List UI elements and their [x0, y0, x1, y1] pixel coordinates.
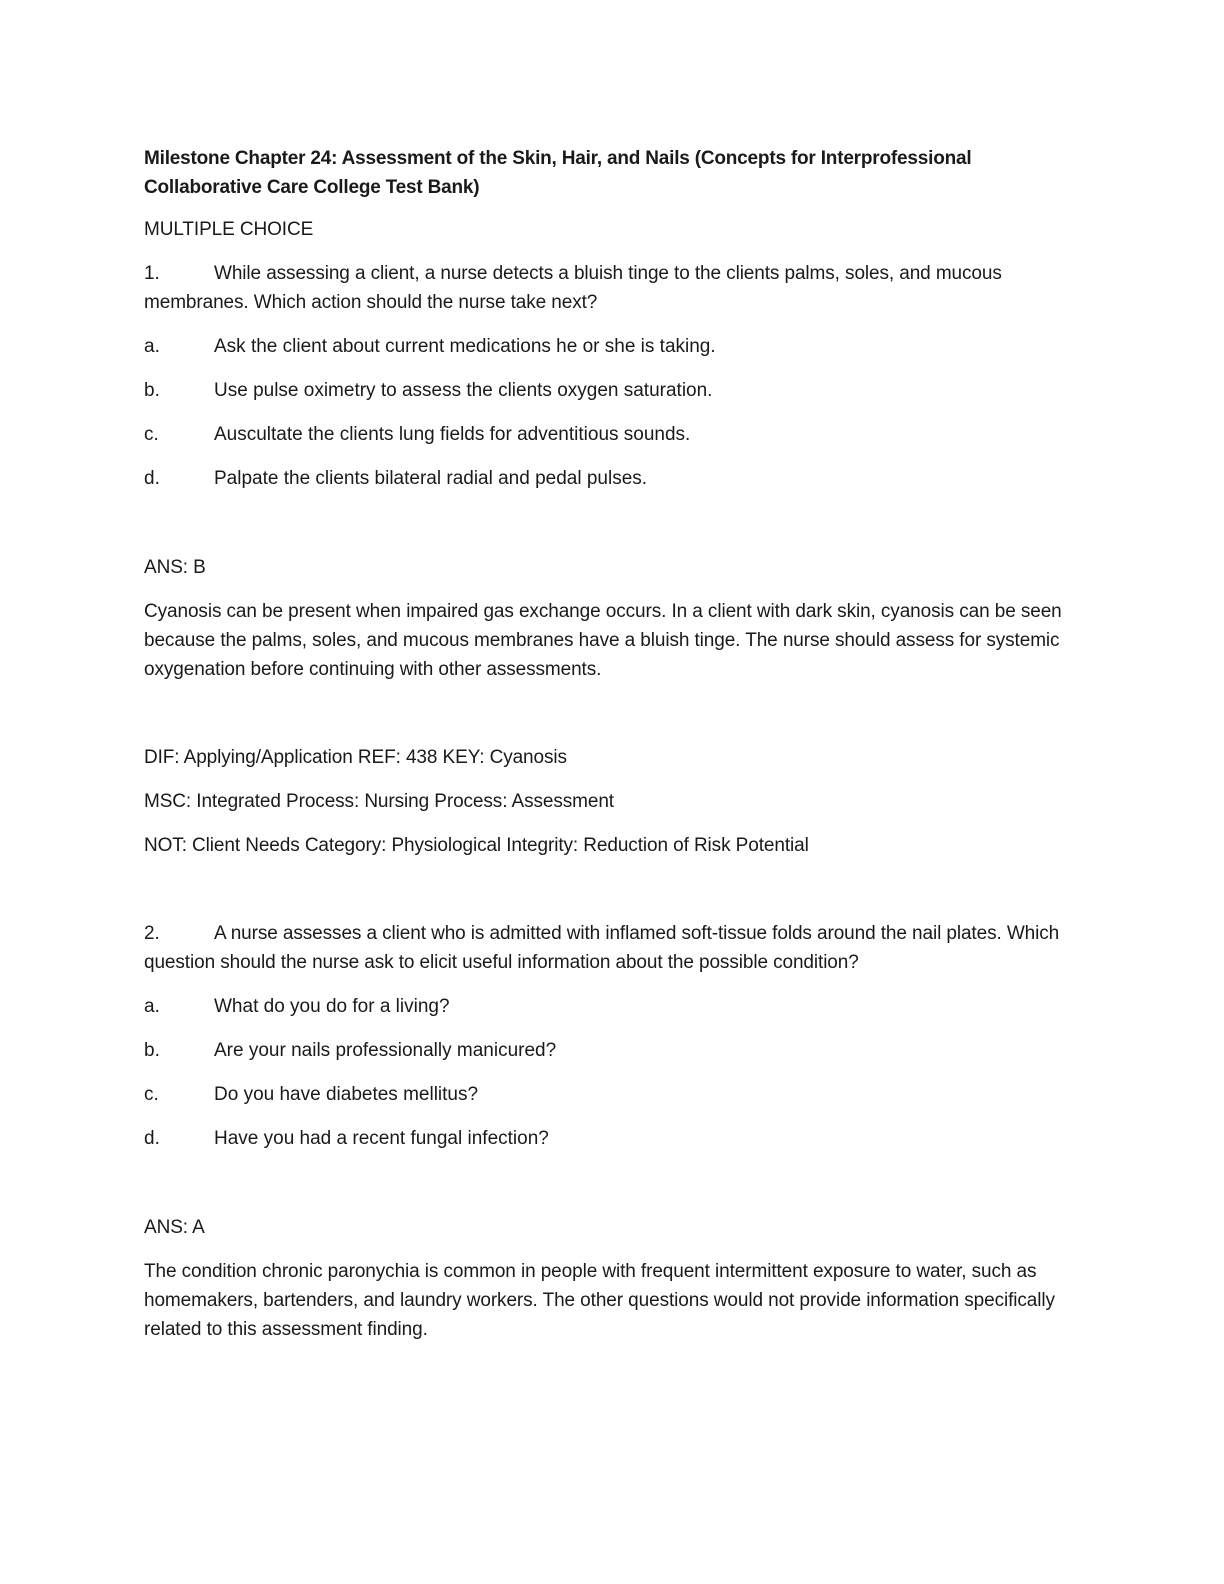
- document-title: Milestone Chapter 24: Assessment of the Skin, Hair, and Nails (Concepts for Interprofessional Collaborative Care College Test Bank): [144, 148, 972, 198]
- option-letter: c.: [144, 424, 159, 445]
- option-letter: d.: [144, 468, 160, 489]
- option-letter: a.: [144, 336, 160, 357]
- section-heading: MULTIPLE CHOICE: [144, 219, 314, 240]
- option-item: [144, 1036, 1080, 1065]
- question-text: A nurse assesses a client who is admitted with inflamed soft-tissue folds around the nail plates. Which question should the nurse ask to elicit useful information about the possible condition?: [144, 923, 1060, 973]
- rationale: The condition chronic paronychia is common in people with frequent intermittent exposure to water, such as homemakers, bartenders, and laundry workers. The other questions would not provide information specifically related to this assessment finding.: [144, 1261, 1055, 1340]
- question-2-stem: [144, 919, 1080, 977]
- msc-meta: MSC: Integrated Process: Nursing Process: Assessment: [144, 791, 614, 812]
- not-meta: NOT: Client Needs Category: Physiological Integrity: Reduction of Risk Potential: [144, 835, 809, 856]
- option-letter: c.: [144, 1084, 159, 1105]
- option-item: [144, 332, 1080, 361]
- option-item: [144, 1124, 1080, 1153]
- rationale: Cyanosis can be present when impaired gas exchange occurs. In a client with dark skin, cyanosis can be seen because the palms, soles, and mucous membranes have a bluish tinge. The nurse should assess for systemic oxygenation before continuing with other assessments.: [144, 601, 1062, 680]
- difficulty-meta: DIF: Applying/Application REF: 438 KEY: Cyanosis: [144, 747, 567, 768]
- option-text: Have you had a recent fungal infection?: [214, 1128, 549, 1149]
- question-number: 1.: [144, 263, 160, 284]
- option-text: Palpate the clients bilateral radial and pedal pulses.: [214, 468, 648, 489]
- option-text: Auscultate the clients lung fields for adventitious sounds.: [214, 424, 691, 445]
- option-item: [144, 420, 1080, 449]
- option-text: Do you have diabetes mellitus?: [214, 1084, 479, 1105]
- answer-key: ANS: A: [144, 1217, 205, 1238]
- option-item: [144, 464, 1080, 493]
- answer-key: ANS: B: [144, 557, 206, 578]
- option-item: [144, 992, 1080, 1021]
- option-letter: a.: [144, 996, 160, 1017]
- question-1-stem: [144, 259, 1080, 317]
- option-item: [144, 376, 1080, 405]
- question-text: While assessing a client, a nurse detects a bluish tinge to the clients palms, soles, and mucous membranes. Which action should the nurse take next?: [144, 263, 1002, 313]
- option-letter: b.: [144, 1040, 160, 1061]
- option-text: Use pulse oximetry to assess the clients oxygen saturation.: [214, 380, 713, 401]
- document-page: [144, 144, 1080, 1359]
- option-text: Are your nails professionally manicured?: [214, 1040, 557, 1061]
- option-letter: d.: [144, 1128, 160, 1149]
- option-text: Ask the client about current medications he or she is taking.: [214, 336, 716, 357]
- question-number: 2.: [144, 923, 160, 944]
- option-item: [144, 1080, 1080, 1109]
- option-text: What do you do for a living?: [214, 996, 450, 1017]
- option-letter: b.: [144, 380, 160, 401]
